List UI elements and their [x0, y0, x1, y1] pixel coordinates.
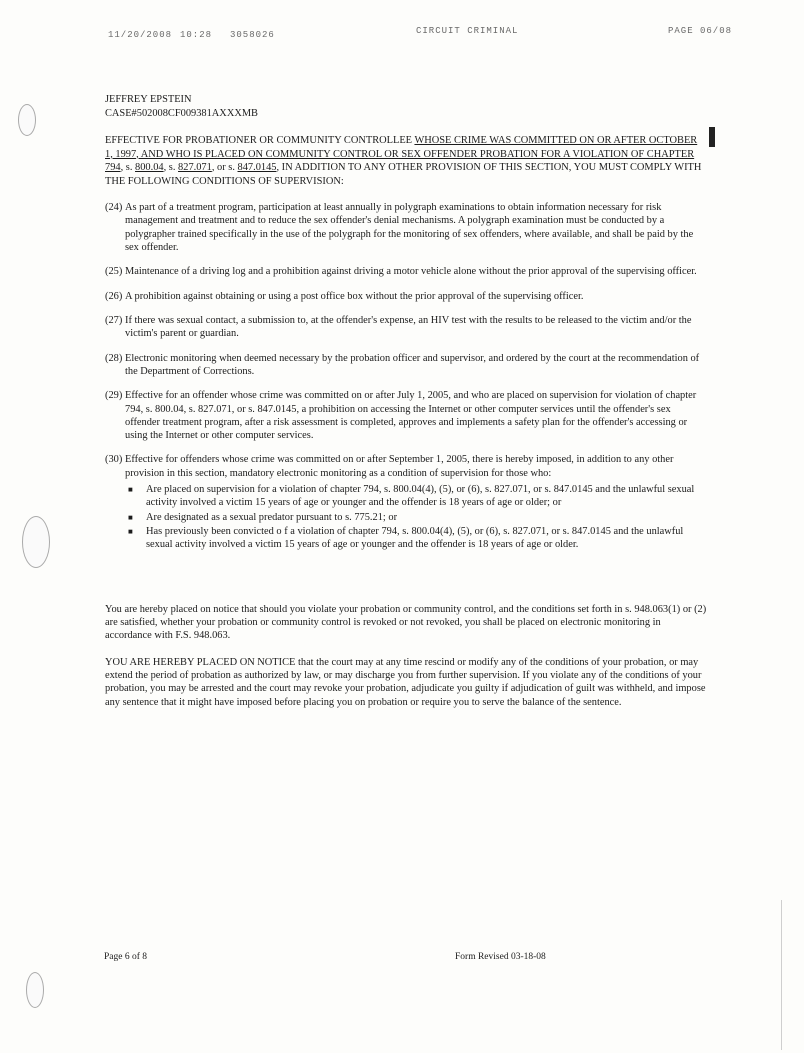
- fax-time: 10:28: [180, 30, 213, 40]
- electronic-monitoring-notice: You are hereby placed on notice that should you violate your probation or community control, and the conditions set forth in s. 948.063(1) or (2) are satisfied, whether your probation or community control is revoked or not revoked, you shall be placed on electronic monitoring in accordance with F.S. 948.063.: [105, 603, 707, 642]
- condition-number: (27): [105, 314, 123, 326]
- condition-28: [105, 352, 707, 379]
- preamble-text: , or s.: [211, 162, 238, 174]
- condition-number: (28): [105, 352, 123, 364]
- condition-text: Electronic monitoring when deemed necessary by the probation officer and supervisor, and ordered by the court at the recommendation of the Department of Corrections.: [125, 352, 700, 377]
- form-revision: Form Revised 03-18-08: [455, 952, 546, 962]
- punch-hole-middle: [22, 516, 50, 568]
- fax-page: PAGE 06/08: [668, 26, 733, 36]
- scan-mark: [709, 127, 715, 147]
- condition-text: If there was sexual contact, a submission to, at the offender's expense, an HIV test with the results to be released to the victim and/or the victim's parent or guardian.: [125, 314, 692, 340]
- list-item-text: Are designated as a sexual predator pursuant to s. 775.21; or: [146, 511, 398, 523]
- preamble-text: EFFECTIVE FOR PROBATIONER OR COMMUNITY CONTROLLEE: [105, 135, 415, 147]
- condition-text: Maintenance of a driving log and a prohibition against driving a motor vehicle alone without the prior approval of the supervising officer.: [125, 266, 697, 278]
- page-number: Page 6 of 8: [104, 952, 148, 962]
- condition-number: (29): [105, 390, 123, 402]
- condition-number: (30): [105, 454, 123, 466]
- case-number: CASE#502008CF009381AXXXMB: [105, 107, 258, 119]
- document-body: [105, 93, 707, 709]
- condition-number: (24): [105, 202, 123, 214]
- condition-24: [105, 201, 707, 254]
- defendant-name: JEFFREY EPSTEIN: [105, 94, 192, 105]
- condition-text: Effective for offenders whose crime was committed on or after September 1, 2005, there is hereby imposed, in addition to any other provision in this section, mandatory electronic monitoring as a condition of supervision for those who:: [125, 454, 674, 479]
- preamble-text: , IN ADDITION TO ANY OTHER PROVISION OF THIS SECTION, YOU MUST COMPLY WITH THE FOLLOWING CONDITIONS OF SUPERVISION:: [105, 162, 702, 187]
- list-item-text: Has previously been convicted o f a violation of chapter 794, s. 800.04(4), (5), or (6), s. 827.071, or s. 847.0145 and the unlawful sexual activity involved a victim 15 years of age or younger and the offender is 18 years of age or older.: [146, 526, 684, 551]
- preamble-underlined: 827.071: [178, 162, 212, 174]
- preamble-text: , s.: [120, 162, 136, 174]
- court-notice: YOU ARE HEREBY PLACED ON NOTICE that the court may at any time rescind or modify any of the conditions of your probation, or may extend the period of probation as authorized by law, or may discharge you from further supervision. If you violate any of the conditions of your probation, you may be arrested and the court may revoke your probation, adjudicate you guilty if adjudication of guilt was withheld, and impose any sentence that it might have imposed before placing you on probation or require you to serve the balance of the sentence.: [105, 656, 706, 708]
- fax-date: 11/20/2008: [108, 30, 173, 40]
- condition-text: Effective for an offender whose crime was committed on or after July 1, 2005, and who are placed on supervision for violation of chapter 794, s. 800.04, s. 827.071, or s. 847.0145, a prohibition on accessing the Internet or other computer services until the offender's sex offender treatment program, after a risk assessment is completed, approves and implements a safety plan for the offender's accessing or using the Internet or other computer services.: [125, 390, 697, 442]
- list-item-text: Are placed on supervision for a violation of chapter 794, s. 800.04(4), (5), or (6), s. 827.071, or s. 847.0145 and the unlawful sexual activity involved a victim 15 years of age or younger and the offender is 18 years of age or older; or: [146, 484, 695, 509]
- list-item: [125, 483, 707, 510]
- condition-number: (25): [105, 266, 123, 278]
- fax-court: CIRCUIT CRIMINAL: [416, 26, 519, 36]
- condition-text: A prohibition against obtaining or using a post office box without the prior approval of the supervising officer.: [125, 290, 584, 302]
- bullet-icon: ■: [128, 527, 133, 537]
- preamble: [105, 134, 707, 188]
- preamble-text: , s.: [163, 162, 179, 174]
- punch-hole-bottom: [26, 972, 44, 1008]
- case-caption: [105, 93, 707, 120]
- condition-30: [105, 453, 707, 552]
- condition-text: As part of a treatment program, participation at least annually in polygraph examinations to obtain information necessary for risk management and treatment and to reduce the sex offender's denial mechanisms. A polygraph examination must be conducted by a polygrapher trained specifically in the use of the polygraph for the monitoring of sex offenders, where available, and shall be paid by the sex offender.: [125, 202, 694, 254]
- condition-26: [105, 290, 707, 303]
- bullet-icon: ■: [128, 512, 133, 522]
- condition-30-list: [125, 483, 707, 552]
- preamble-underlined: 800.04: [135, 162, 164, 174]
- list-item: [125, 511, 707, 524]
- condition-number: (26): [105, 290, 123, 302]
- fax-number: 3058026: [230, 30, 275, 40]
- scan-edge-line: [781, 900, 782, 1050]
- condition-25: [105, 265, 707, 278]
- condition-27: [105, 314, 707, 341]
- list-item: [125, 525, 707, 552]
- bullet-icon: ■: [128, 485, 133, 495]
- preamble-underlined: 847.0145: [237, 162, 277, 174]
- punch-hole-top: [18, 104, 36, 136]
- preamble-underlined: WHOSE CRIME WAS COMMITTED ON OR AFTER OCTOBER 1, 1997, AND WHO IS PLACED ON COMMUNITY CONTROL OR SEX OFFENDER PROBATION FOR A VIOLATION OF CHAPTER 794: [105, 135, 698, 174]
- condition-29: [105, 389, 707, 442]
